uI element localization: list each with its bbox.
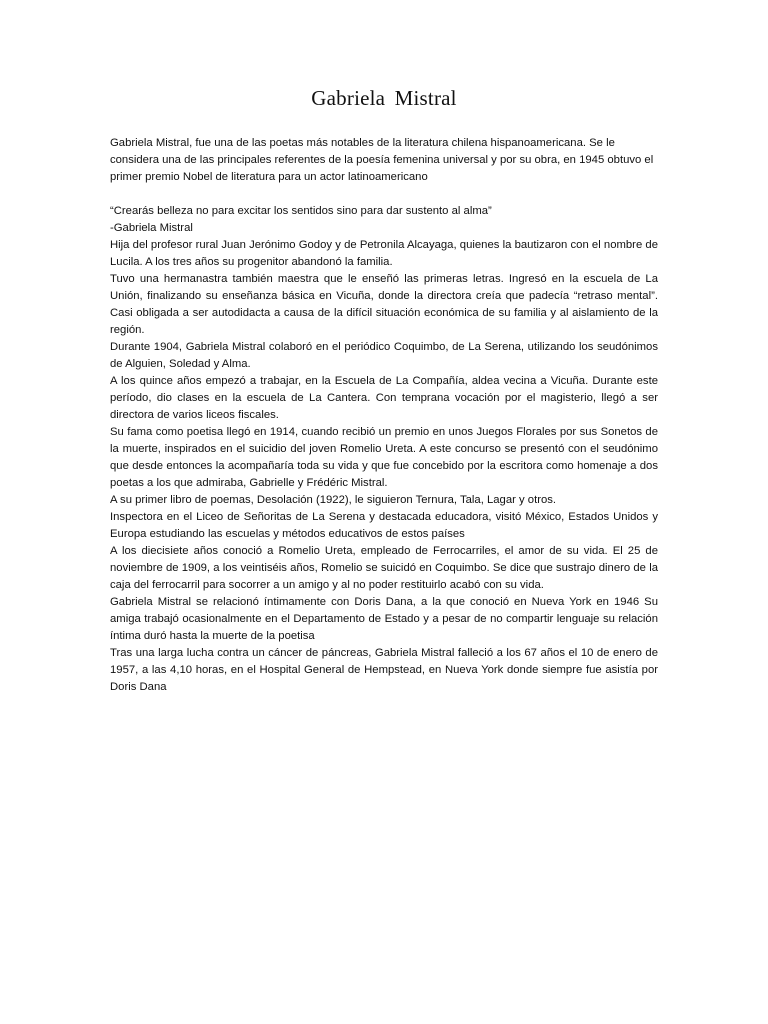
body-paragraph: Tuvo una hermanastra también maestra que le enseñó las primeras letras. Ingresó en la escuela de La Unión, finalizando su enseñanza básica en Vicuña, donde la directora creía que padecía “retraso mental”. Casi obligada a ser autodidacta a causa de la difícil situación económica de su familia y al aislamiento de la región. — [110, 273, 658, 336]
page-title: Gabriela Mistral — [311, 86, 457, 110]
body-paragraph: A los quince años empezó a trabajar, en la Escuela de La Compañía, aldea vecina a Vicuña. Durante este período, dio clases en la escuela de La Cantera. Con temprana vocación por el magisterio, llegó a ser directora de varios liceos fiscales. — [110, 375, 658, 421]
body-paragraph: Hija del profesor rural Juan Jerónimo Godoy y de Petronila Alcayaga, quienes la bautizaron con el nombre de Lucila. A los tres años su progenitor abandonó la familia. — [110, 239, 658, 268]
body-paragraph: Gabriela Mistral se relacionó íntimamente con Doris Dana, a la que conoció en Nueva York en 1946 Su amiga trabajó ocasionalmente en el Departamento de Estado y a pesar de no compartir lenguaje su relación íntima duró hasta la muerte de la poetisa — [110, 596, 658, 642]
intro-paragraph: Gabriela Mistral, fue una de las poetas más notables de la literatura chilena hispanoamericana. Se le considera una de las principales referentes de la poesía femenina universal y por su obra, en 1945 obtuvo el primer premio Nobel de literatura para un actor latinoamericano — [110, 137, 654, 183]
body-paragraph: A los diecisiete años conoció a Romelio Ureta, empleado de Ferrocarriles, el amor de su vida. El 25 de noviembre de 1909, a los veintiséis años, Romelio se suicidó en Coquimbo. Se dice que sustrajo dinero de la caja del ferrocarril para socorrer a un amigo y al no poder restituirlo acabó con su vida. — [110, 545, 658, 591]
quote-text: “Crearás belleza no para excitar los sentidos sino para dar sustento al alma” — [110, 205, 492, 217]
body-paragraph: Inspectora en el Liceo de Señoritas de La Serena y destacada educadora, visitó México, Estados Unidos y Europa estudiando las escuelas y métodos educativos de estos países — [110, 511, 658, 540]
body-paragraph: Durante 1904, Gabriela Mistral colaboró en el periódico Coquimbo, de La Serena, utilizando los seudónimos de Alguien, Soledad y Alma. — [110, 341, 658, 370]
document-body — [110, 135, 658, 696]
quote-author: -Gabriela Mistral — [110, 222, 193, 234]
body-paragraph: Su fama como poetisa llegó en 1914, cuando recibió un premio en unos Juegos Florales por sus Sonetos de la muerte, inspirados en el suicidio del joven Romelio Ureta. A este concurso se presentó con el seudónimo que desde entonces la acompañaría toda su vida y que fue concebido por la escritora como homenaje a dos poetas a los que admiraba, Gabrielle y Frédéric Mistral. — [110, 426, 658, 489]
body-paragraph: A su primer libro de poemas, Desolación (1922), le siguieron Ternura, Tala, Lagar y otros. — [110, 494, 557, 506]
body-paragraph: Tras una larga lucha contra un cáncer de páncreas, Gabriela Mistral falleció a los 67 años el 10 de enero de 1957, a las 4,10 horas, en el Hospital General de Hempstead, en Nueva York donde siempre fue asistía por Doris Dana — [110, 647, 658, 693]
